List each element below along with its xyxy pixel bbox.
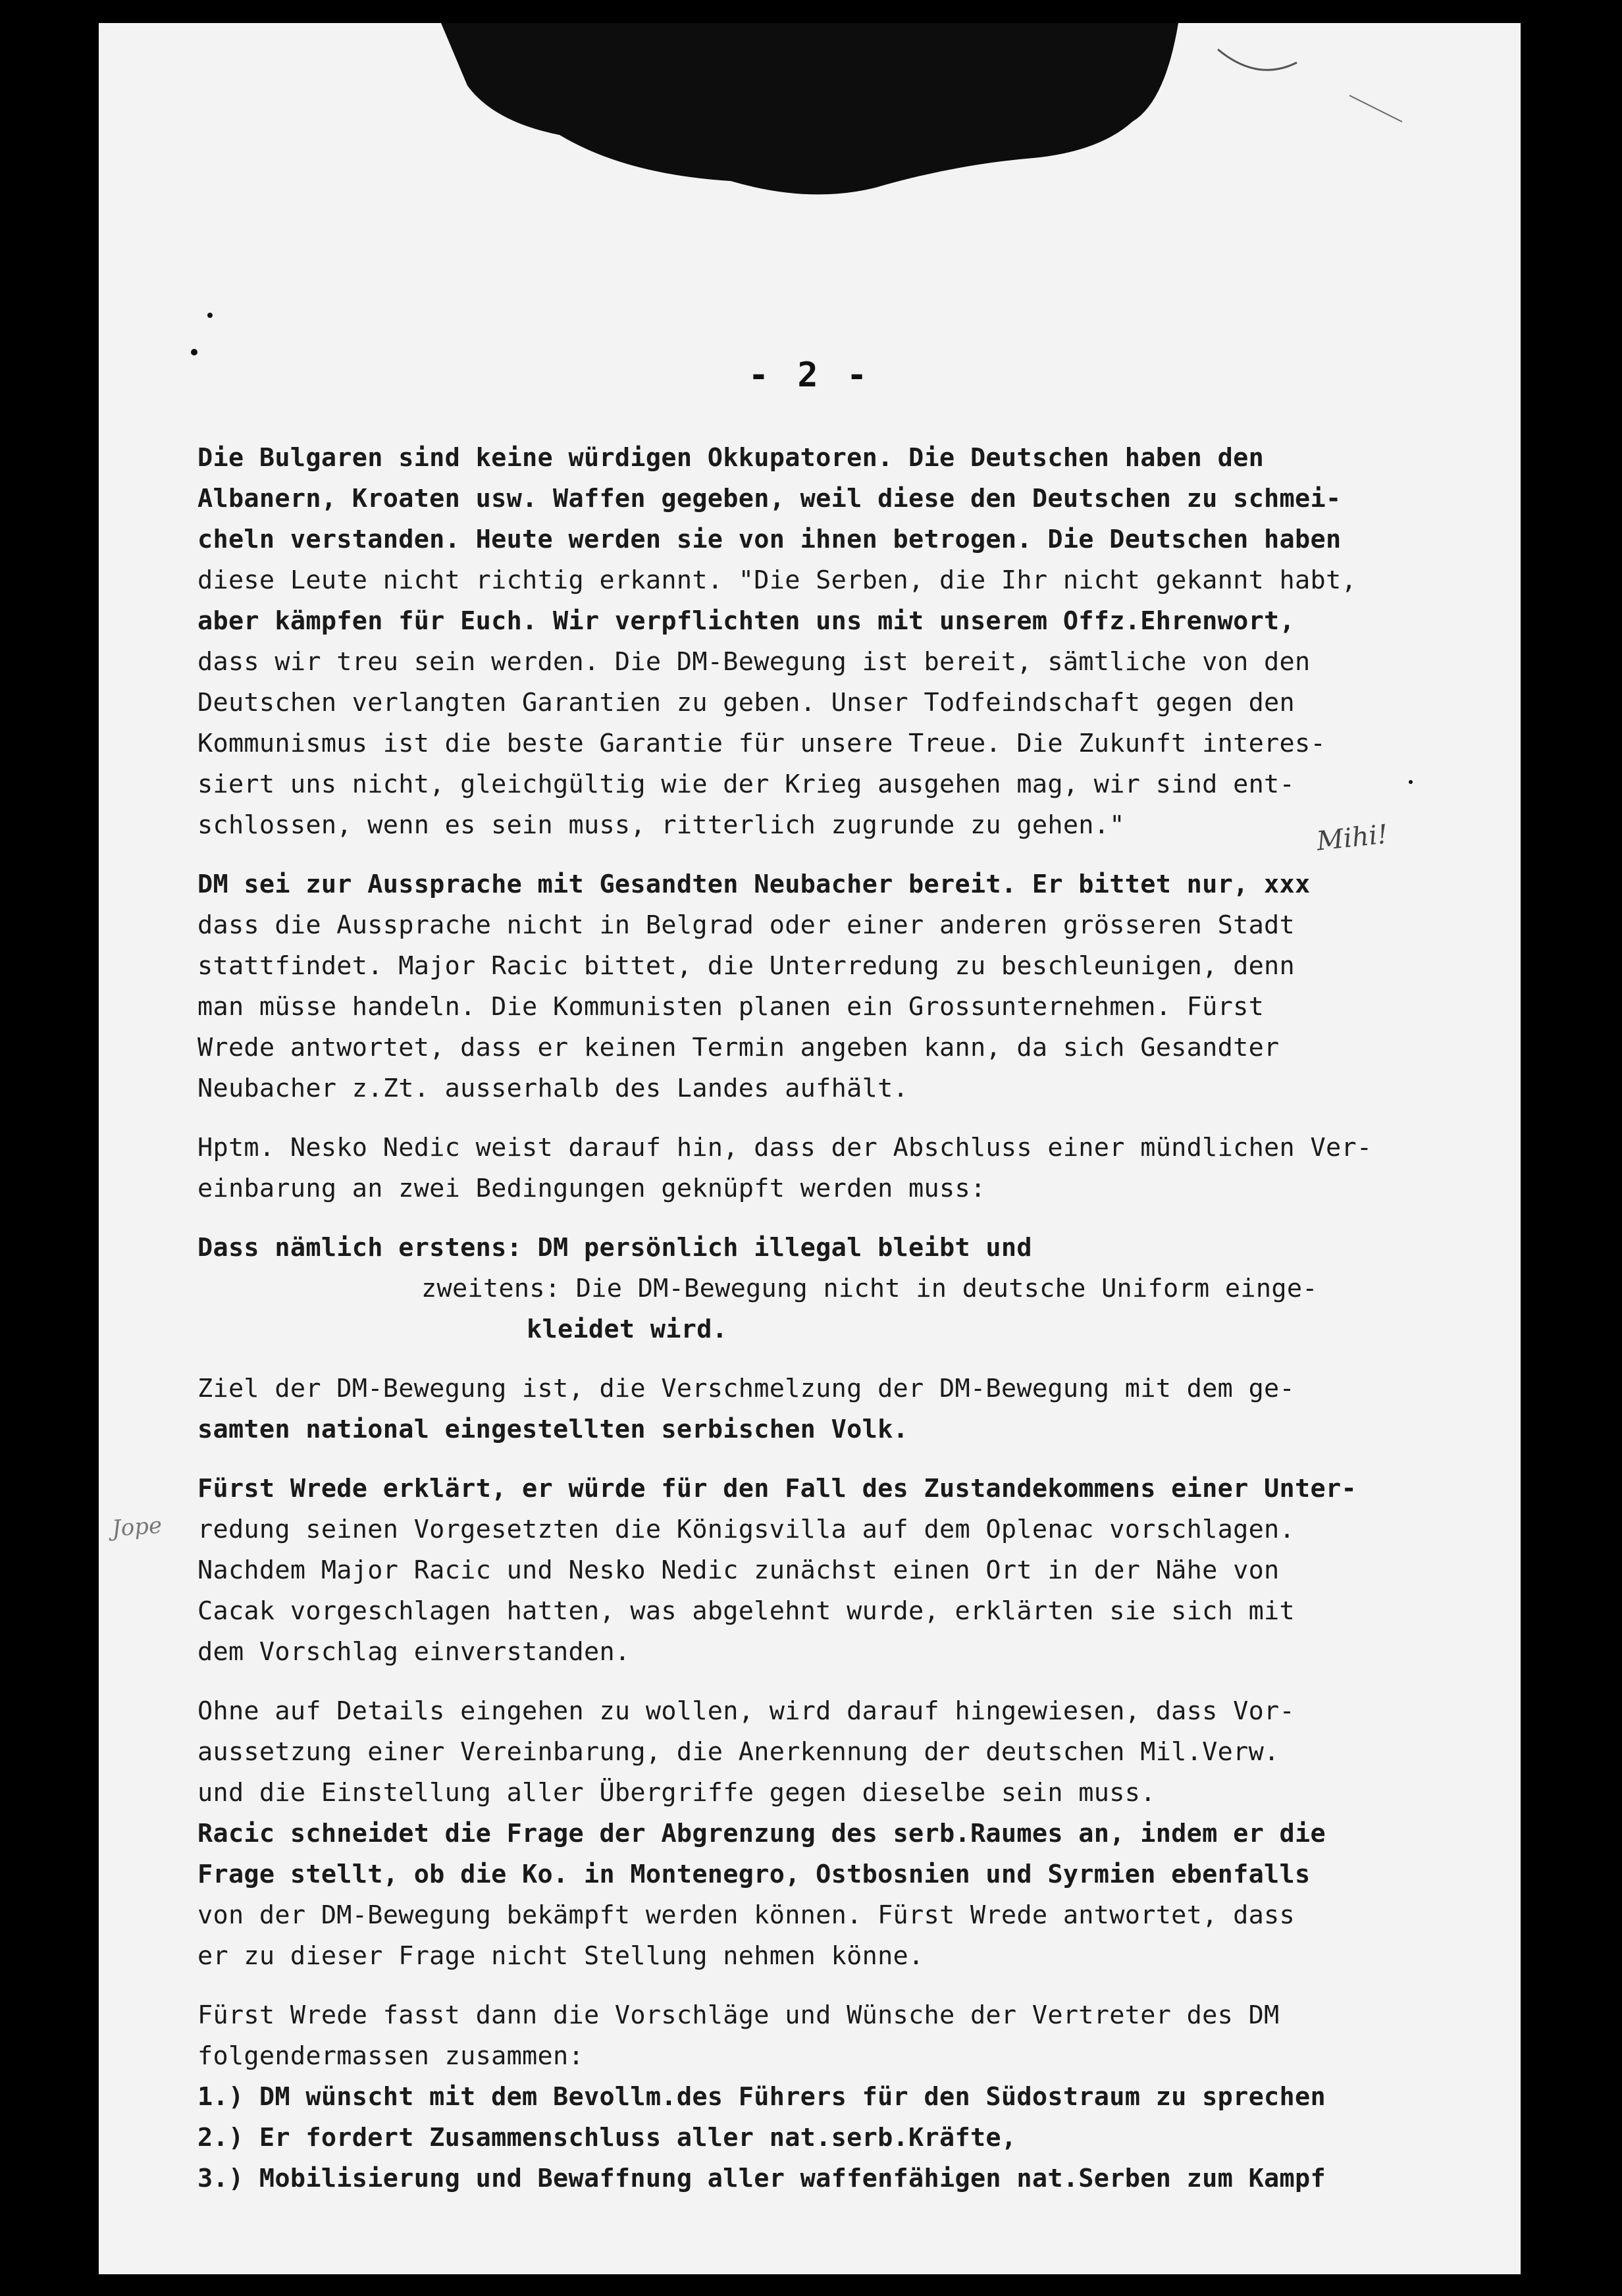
text-line: DM sei zur Aussprache mit Gesandten Neubacher bereit. Er bittet nur, xxx xyxy=(197,870,1311,899)
text-line: samten national eingestellten serbischen Volk. xyxy=(197,1415,909,1444)
text-line: Cacak vorgeschlagen hatten, was abgelehnt wurde, erklärten sie sich mit xyxy=(197,1596,1295,1626)
paragraph-3 xyxy=(197,1128,1494,1209)
text-line: dass die Aussprache nicht in Belgrad oder einer anderen grösseren Stadt xyxy=(197,910,1295,940)
text-line: redung seinen Vorgesetzten die Königsvilla auf dem Oplenac vorschlagen. xyxy=(197,1515,1295,1544)
ink-speck xyxy=(1409,780,1413,784)
torn-page-edge xyxy=(99,23,1521,247)
document-page xyxy=(99,23,1521,2274)
text-line: stattfindet. Major Racic bittet, die Unterredung zu beschleunigen, denn xyxy=(197,951,1295,981)
left-margin-mark: Jope xyxy=(111,1512,163,1542)
text-line: von der DM-Bewegung bekämpft werden können. Fürst Wrede antwortet, dass xyxy=(197,1900,1295,1930)
text-line: Nachdem Major Racic und Nesko Nedic zunächst einen Ort in der Nähe von xyxy=(197,1555,1280,1585)
text-line: Ziel der DM-Bewegung ist, die Verschmelzung der DM-Bewegung mit dem ge- xyxy=(197,1374,1295,1403)
text-line: er zu dieser Frage nicht Stellung nehmen könne. xyxy=(197,1941,924,1971)
text-line: Hptm. Nesko Nedic weist darauf hin, dass der Abschluss einer mündlichen Ver- xyxy=(197,1133,1373,1162)
paragraph-2 xyxy=(197,864,1494,1109)
text-line: aussetzung einer Vereinbarung, die Anerkennung der deutschen Mil.Verw. xyxy=(197,1737,1280,1767)
text-line: diese Leute nicht richtig erkannt. "Die Serben, die Ihr nicht gekannt habt, xyxy=(197,565,1357,595)
text-line: und die Einstellung aller Übergriffe gegen dieselbe sein muss. xyxy=(197,1778,1156,1808)
text-line: Frage stellt, ob die Ko. in Montenegro, Ostbosnien und Syrmien ebenfalls xyxy=(197,1860,1311,1889)
text-line: dem Vorschlag einverstanden. xyxy=(197,1637,631,1667)
text-line: aber kämpfen für Euch. Wir verpflichten uns mit unserem Offz.Ehrenwort, xyxy=(197,606,1295,636)
text-line: Ohne auf Details eingehen zu wollen, wird darauf hingewiesen, dass Vor- xyxy=(197,1696,1295,1726)
text-line: kleidet wird. xyxy=(527,1315,728,1344)
text-line: zweitens: Die DM-Bewegung nicht in deutsche Uniform einge- xyxy=(421,1274,1318,1303)
paragraph-4 xyxy=(197,1228,1494,1350)
paragraph-1 xyxy=(197,438,1494,846)
list-item-1: 1.) DM wünscht mit dem Bevollm.des Führers für den Südostraum zu sprechen xyxy=(197,2082,1326,2112)
text-line: schlossen, wenn es sein muss, ritterlich zugrunde zu gehen." xyxy=(197,810,1125,840)
letter-body xyxy=(197,438,1494,2218)
paragraph-5 xyxy=(197,1369,1494,1450)
text-line: siert uns nicht, gleichgültig wie der Krieg ausgehen mag, wir sind ent- xyxy=(197,770,1295,799)
text-line: dass wir treu sein werden. Die DM-Bewegung ist bereit, sämtliche von den xyxy=(197,647,1311,677)
text-line: einbarung an zwei Bedingungen geknüpft werden muss: xyxy=(197,1174,986,1203)
text-line: Die Bulgaren sind keine würdigen Okkupatoren. Die Deutschen haben den xyxy=(197,443,1265,473)
text-line: Racic schneidet die Frage der Abgrenzung des serb.Raumes an, indem er die xyxy=(197,1819,1326,1848)
list-item-3: 3.) Mobilisierung und Bewaffnung aller waffenfähigen nat.Serben zum Kampf xyxy=(197,2164,1326,2193)
text-line: cheln verstanden. Heute werden sie von ihnen betrogen. Die Deutschen haben xyxy=(197,525,1342,554)
paragraph-6 xyxy=(197,1469,1494,1673)
paragraph-7 xyxy=(197,1691,1494,1977)
text-line: Kommunismus ist die beste Garantie für unsere Treue. Die Zukunft interes- xyxy=(197,729,1326,758)
text-line: man müsse handeln. Die Kommunisten planen ein Grossunternehmen. Fürst xyxy=(197,992,1265,1022)
list-item-2: 2.) Er fordert Zusammenschluss aller nat.serb.Kräfte, xyxy=(197,2123,1017,2152)
text-line: Fürst Wrede fasst dann die Vorschläge und Wünsche der Vertreter des DM xyxy=(197,2000,1280,2030)
ink-speck xyxy=(207,313,213,318)
text-line: Fürst Wrede erklärt, er würde für den Fall des Zustandekommens einer Unter- xyxy=(197,1474,1357,1503)
page-number: - 2 - xyxy=(748,355,872,395)
text-line: Neubacher z.Zt. ausserhalb des Landes aufhält. xyxy=(197,1074,909,1103)
ink-speck xyxy=(191,349,197,355)
text-line: Deutschen verlangten Garantien zu geben. Unser Todfeindschaft gegen den xyxy=(197,688,1295,718)
text-line: Albanern, Kroaten usw. Waffen gegeben, weil diese den Deutschen zu schmei- xyxy=(197,484,1342,513)
text-line: folgendermassen zusammen: xyxy=(197,2041,584,2071)
handwritten-margin-note: Mihi! xyxy=(1315,819,1390,857)
text-line: Wrede antwortet, dass er keinen Termin angeben kann, da sich Gesandter xyxy=(197,1033,1280,1062)
text-line: Dass nämlich erstens: DM persönlich illegal bleibt und xyxy=(197,1233,1032,1263)
paragraph-8 xyxy=(197,1995,1494,2199)
